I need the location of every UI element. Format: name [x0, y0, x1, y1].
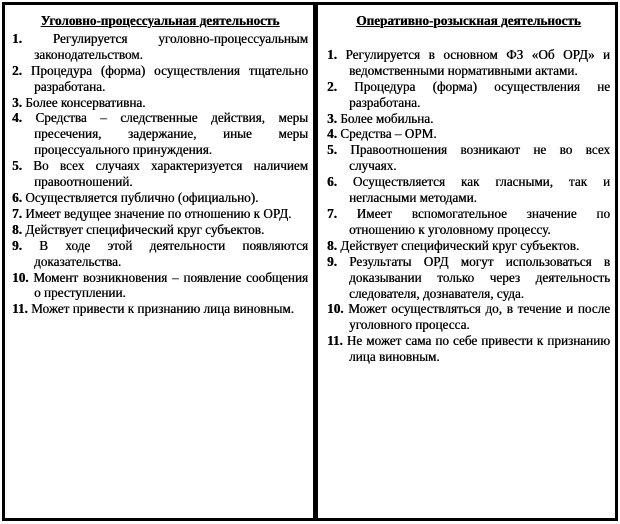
item-text: В ходе этой деятельности появляются доказательства. [21, 237, 308, 269]
item-text: Может осуществляться до, в течение и после уголовного процесса. [343, 301, 610, 333]
item-text: Регулируется в основном ФЗ «Об ОРД» и ведомственными нормативными актами. [336, 46, 610, 78]
list-item [327, 254, 610, 302]
item-text: Более мобильна. [336, 110, 434, 126]
column-heading-right: Оперативно-розыскная деятельность [356, 13, 581, 28]
item-number: 11. [12, 301, 28, 317]
list-item [12, 31, 308, 63]
item-number: 11. [327, 333, 343, 349]
item-number: 6. [12, 189, 22, 205]
list-item [12, 206, 308, 222]
item-number: 4. [327, 126, 337, 142]
list-item [327, 238, 610, 254]
item-number: 9. [12, 237, 22, 253]
item-number: 9. [327, 253, 337, 269]
column-heading-left: Уголовно-процессуальная деятельность [40, 13, 280, 28]
list-item [12, 95, 308, 111]
item-number: 4. [12, 110, 22, 126]
item-text: Может привести к признанию лица виновным. [27, 301, 294, 317]
item-number: 6. [327, 174, 337, 190]
item-number: 1. [327, 46, 337, 62]
item-text: Имеет вспомогательное значение по отношению к уголовному процессу. [336, 205, 610, 237]
item-number: 2. [327, 78, 337, 94]
item-number: 10. [12, 269, 29, 285]
list-item [12, 238, 308, 270]
item-number: 3. [327, 110, 337, 126]
list-item [327, 79, 610, 111]
item-number: 5. [327, 142, 337, 158]
list-item [327, 111, 610, 127]
item-number: 7. [327, 205, 337, 221]
list-item [327, 47, 610, 79]
item-number: 5. [12, 158, 22, 174]
column-criminal-procedure [5, 5, 316, 518]
item-text: Имеет ведущее значение по отношению к ОРД. [21, 205, 292, 221]
heading-spacer [327, 31, 610, 47]
list-item [12, 158, 308, 190]
item-number: 8. [12, 221, 22, 237]
item-text: Процедура (форма) осуществления тщательно разработана. [21, 62, 308, 94]
list-right [327, 47, 610, 365]
list-item [327, 301, 610, 333]
list-item [12, 110, 308, 158]
item-text: Процедура (форма) осуществления не разработана. [336, 78, 610, 110]
item-number: 3. [12, 94, 22, 110]
list-item [12, 301, 308, 317]
item-text: Средства – ОРМ. [336, 126, 437, 142]
column-operational-search [316, 5, 615, 518]
item-text: Правоотношения возникают не во всех случаях. [336, 142, 610, 174]
list-item [327, 333, 610, 365]
list-item [327, 142, 610, 174]
item-number: 2. [12, 62, 22, 78]
item-text: Средства – следственные действия, меры пресечения, задержание, иные меры процессуального принуждения. [21, 110, 308, 158]
item-number: 1. [12, 30, 22, 46]
item-number: 7. [12, 205, 22, 221]
item-text: Действует специфический круг субъектов. [336, 237, 580, 253]
item-text: Не может сама по себе привести к признанию лица виновным. [342, 333, 610, 365]
comparison-table [2, 2, 618, 521]
list-item [327, 126, 610, 142]
item-number: 8. [327, 237, 337, 253]
item-text: Во всех случаях характеризуется наличием правоотношений. [21, 158, 308, 190]
list-item [327, 174, 610, 206]
item-text: Осуществляется публично (официально). [21, 189, 259, 205]
item-text: Результаты ОРД могут использоваться в доказывании только через деятельность следователя, дознавателя, суда. [336, 253, 610, 301]
item-text: Осуществляется как гласными, так и негласными методами. [336, 174, 610, 206]
list-item [12, 63, 308, 95]
item-text: Более консервативна. [21, 94, 146, 110]
item-text: Действует специфический круг субъектов. [21, 221, 265, 237]
list-item [12, 190, 308, 206]
list-item [327, 206, 610, 238]
list-item [12, 222, 308, 238]
item-number: 10. [327, 301, 344, 317]
list-left [12, 31, 308, 317]
item-text: Регулируется уголовно-процессуальным законодательством. [21, 30, 308, 62]
list-item [12, 270, 308, 302]
item-text: Момент возникновения – появление сообщения о преступлении. [28, 269, 308, 301]
